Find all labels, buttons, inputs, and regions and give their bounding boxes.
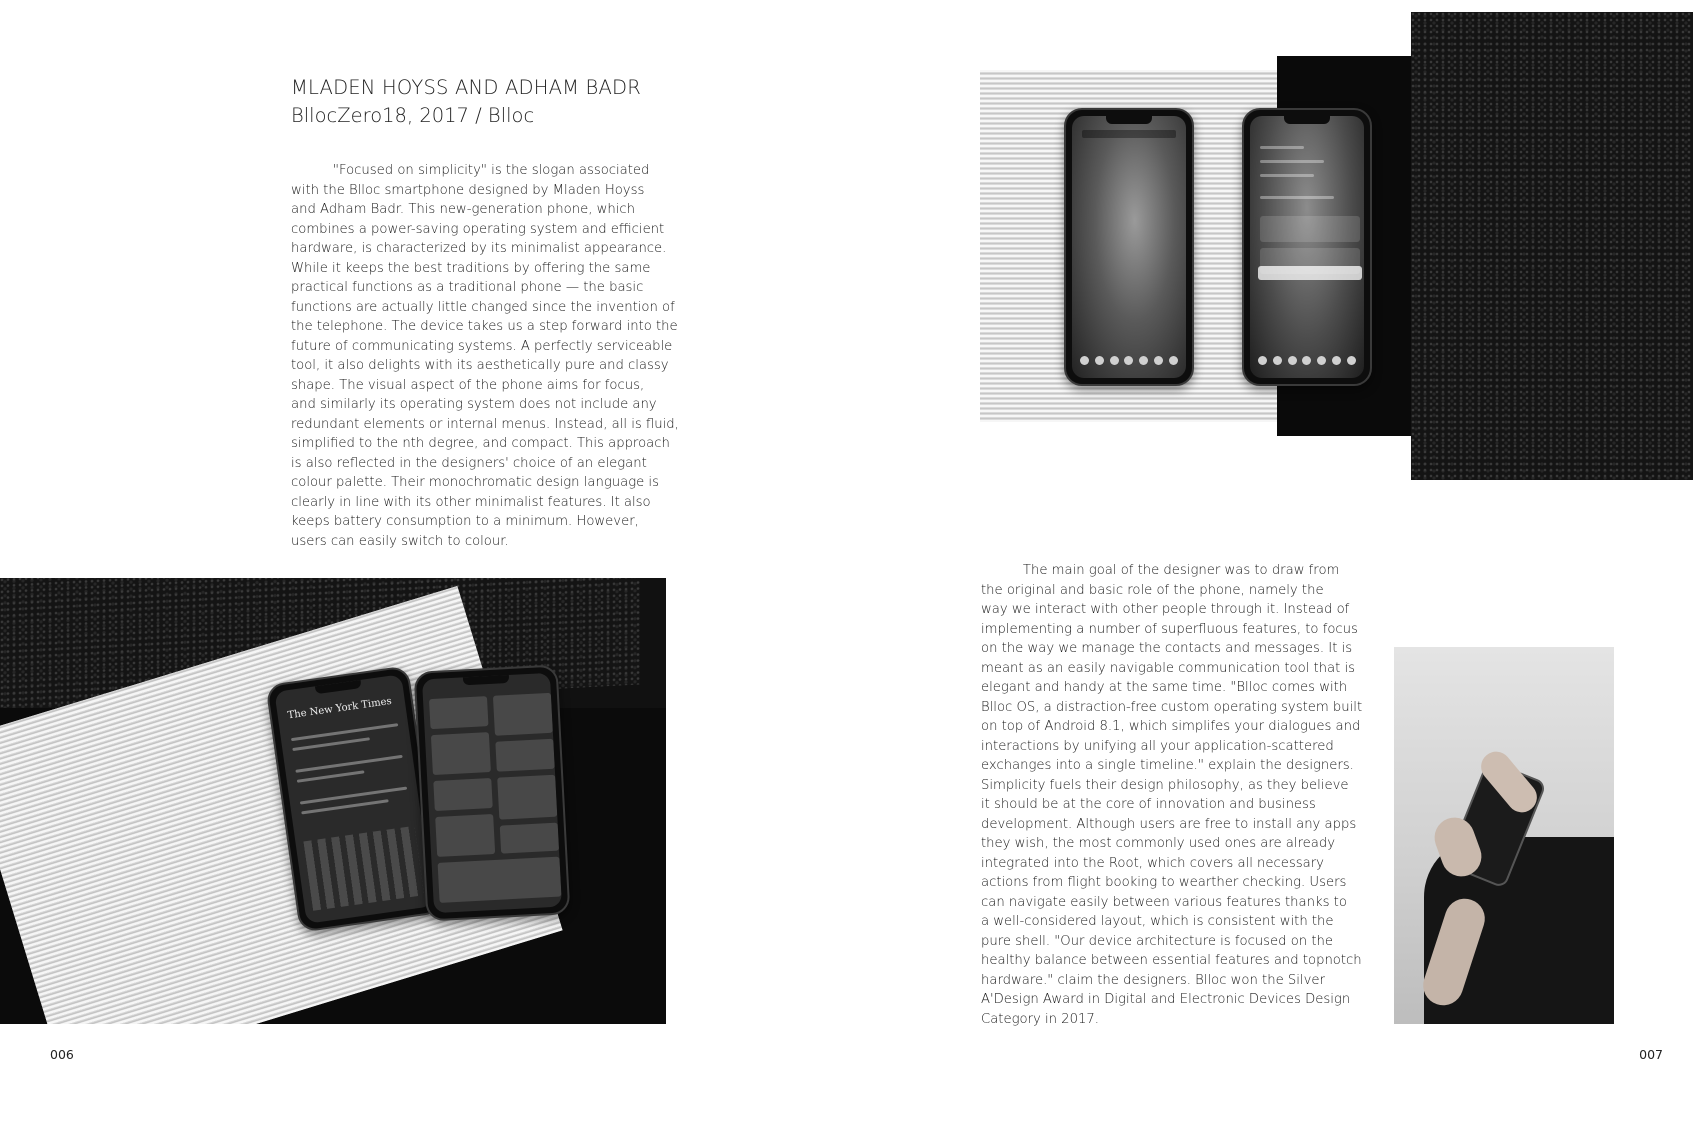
product-title: BllocZero18, 2017 / Blloc	[291, 104, 535, 127]
photo-phones-on-foam	[0, 578, 666, 1024]
newspaper-masthead: The New York Times	[287, 695, 393, 722]
page-number-right: 007	[1639, 1047, 1663, 1062]
designer-names: MLADEN HOYSS AND ADHAM BADR	[291, 76, 642, 99]
photo-phones-top	[980, 12, 1693, 482]
body-text-right: The main goal of the designer was to draw from the original and basic role of the phone, namely the way we interact with other people through it. Instead of implementing a number of superfluous features, to focus on the way we manage the contacts and messages. It is meant as an easily navigable communication tool that is elegant and handy at the same time. "Blloc comes with Blloc OS, a distraction-free custom operating system built on top of Android 8.1, which simplifes your dialogues and interactions by unifying all your application-scattered exchanges into a single timeline." explain the designers. Simplicity fuels their design philosophy, as they believe it should be at the core of innovation and business development. Although users are free to install any apps they wish, the most commonly used ones are already integrated into the Root, which covers all necessary actions from flight booking to wearther checking. Users can navigate easily between various features thanks to a well-considered layout, which is consistent with the pure shell. "Our device architecture is focused on the healthy balance between essential features and topnotch hardware." claim the designers. Blloc won the Silver A'Design Award in Digital and Electronic Devices Design Category in 2017.	[981, 563, 1363, 1027]
body-text-left: "Focused on simplicity" is the slogan associated with the Blloc smartphone designed by Mladen Hoyss and Adham Badr. This new-generation phone, which combines a power-saving operating system and efficient hardware, is characterized by its minimalist appearance. While it keeps the best traditions by offering the same practical functions as a traditional phone — the basic functions are actually little changed since the invention of the telephone. The device takes us a step forward into the future of communicating systems. A perfectly serviceable tool, it also delights with its aesthetically pure and classy shape. The visual aspect of the phone aims for focus, and similarly its operating system does not include any redundant elements or internal menus. Instead, all is fluid, simplified to the nth degree, and compact. This approach is also reflected in the designers' choice of an elegant colour palette. Their monochromatic design language is clearly in line with its other minimalist features. It also keeps battery consumption to a minimum. However, users can easily switch to colour.	[291, 163, 679, 549]
photo-hand-holding-phone	[1394, 647, 1614, 1024]
left-page	[0, 0, 846, 1123]
right-page	[846, 0, 1693, 1123]
article-heading	[291, 74, 641, 130]
page-number-left: 006	[50, 1047, 74, 1062]
